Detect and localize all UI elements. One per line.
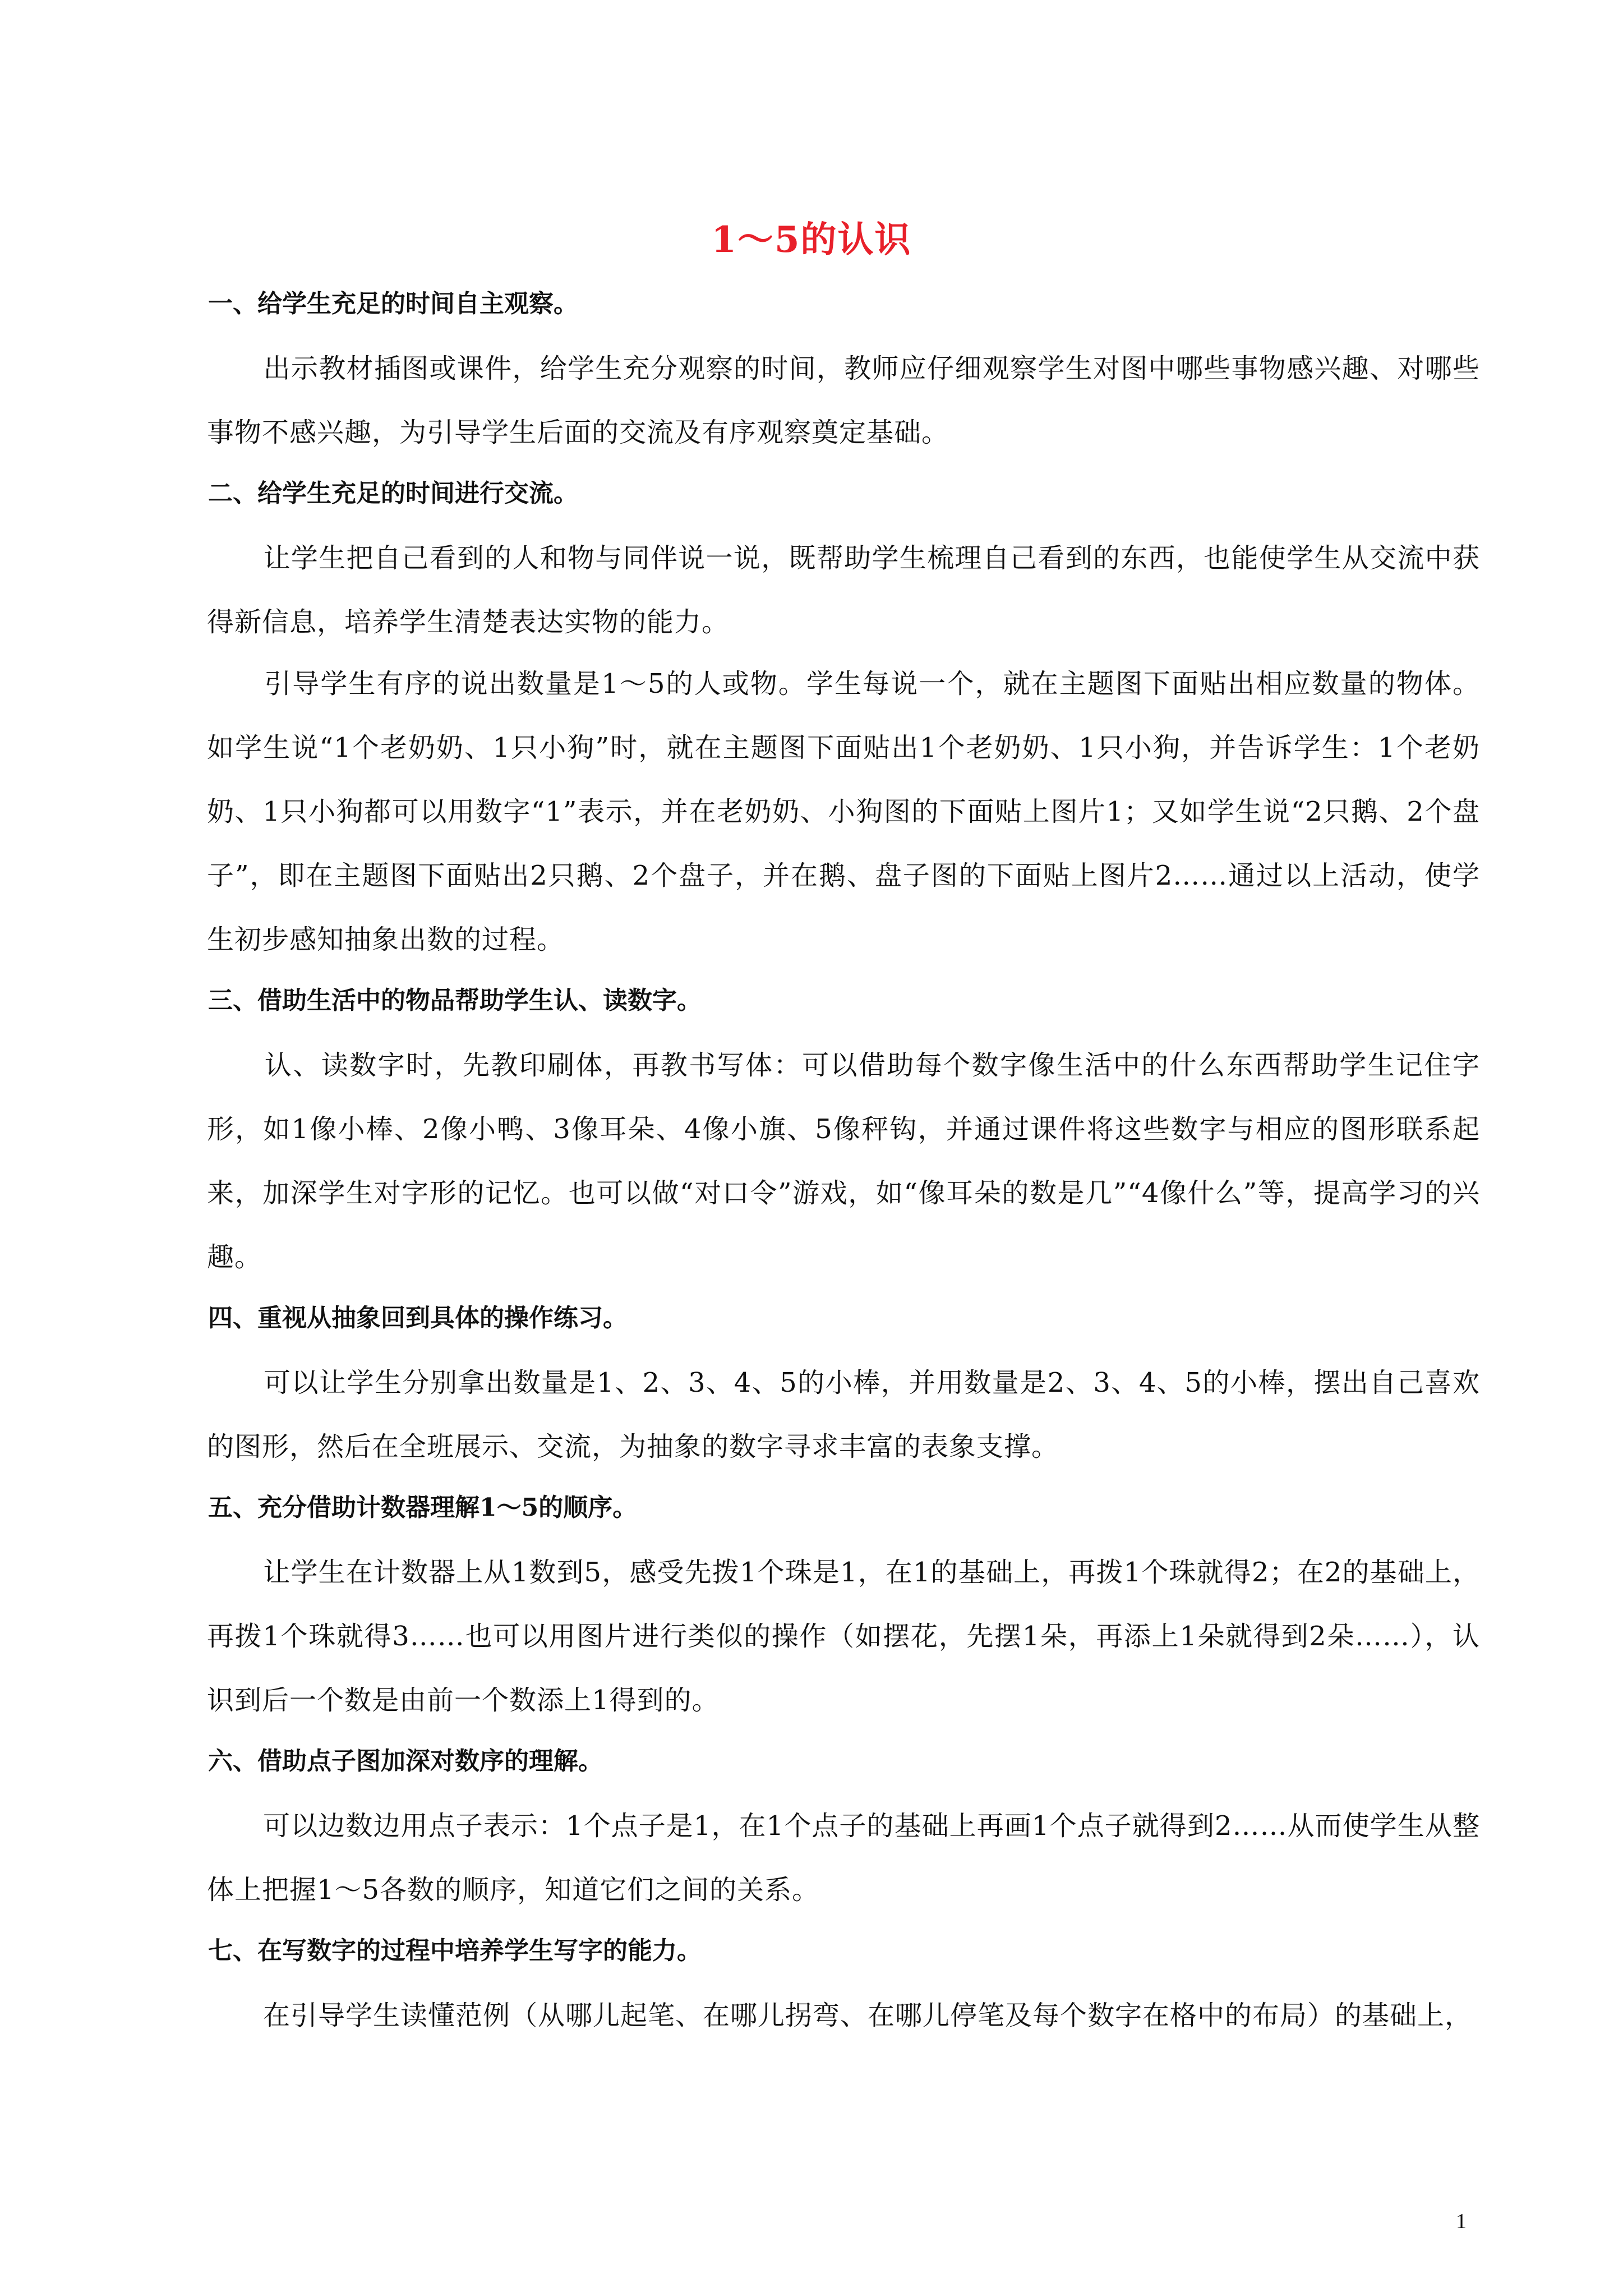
section-3-paragraph-1: 认、读数字时，先教印刷体，再教书写体：可以借助每个数字像生活中的什么东西帮助学生记住字形，如1像小棒、2像小鸭、3像耳朵、4像小旗、5像秤钩，并通过课件将这些数字与相应的图形联系起来，加深学生对字形的记忆。也可以做“对口令”游戏，如“像耳朵的数是几”“4像什么”等，提高学习的兴趣。 xyxy=(207,1050,1480,1273)
section-7-paragraph-1: 在引导学生读懂范例（从哪儿起笔、在哪儿拐弯、在哪儿停笔及每个数字在格中的布局）的基础上， xyxy=(263,2000,1473,2031)
page-title: 1～5的认识 xyxy=(711,219,912,261)
section-4-paragraph-1: 可以让学生分别拿出数量是1、2、3、4、5的小棒，并用数量是2、3、4、5的小棒，摆出自己喜欢的图形，然后在全班展示、交流，为抽象的数字寻求丰富的表象支撑。 xyxy=(207,1367,1480,1462)
section-heading-6: 六、借助点子图加深对数序的理解。 xyxy=(208,1747,603,1775)
document-body xyxy=(207,286,1480,2059)
section-2-paragraph-2: 引导学生有序的说出数量是1～5的人或物。学生每说一个，就在主题图下面贴出相应数量的物体。如学生说“1个老奶奶、1只小狗”时，就在主题图下面贴出1个老奶奶、1只小狗，并告诉学生：1个老奶奶、1只小狗都可以用数字“1”表示，并在老奶奶、小狗图的下面贴上图片1；又如学生说“2只鹅、2个盘子”，即在主题图下面贴出2只鹅、2个盘子，并在鹅、盘子图的下面贴上图片2……通过以上活动，使学生初步感知抽象出数的过程。 xyxy=(207,668,1480,955)
section-1-paragraph-1: 出示教材插图或课件，给学生充分观察的时间，教师应仔细观察学生对图中哪些事物感兴趣、对哪些事物不感兴趣，为引导学生后面的交流及有序观察奠定基础。 xyxy=(207,353,1480,448)
section-2-paragraph-1: 让学生把自己看到的人和物与同伴说一说，既帮助学生梳理自己看到的东西，也能使学生从交流中获得新信息，培养学生清楚表达实物的能力。 xyxy=(207,542,1480,638)
section-heading-1: 一、给学生充足的时间自主观察。 xyxy=(208,289,578,318)
section-heading-7: 七、在写数字的过程中培养学生写字的能力。 xyxy=(208,1936,702,1965)
section-heading-2: 二、给学生充足的时间进行交流。 xyxy=(208,479,578,508)
page-number: 1 xyxy=(1456,2210,1467,2233)
section-5-paragraph-1: 让学生在计数器上从1数到5，感受先拨1个珠是1，在1的基础上，再拨1个珠就得2；在2的基础上，再拨1个珠就得3……也可以用图片进行类似的操作（如摆花，先摆1朵，再添上1朵就得到2朵……），认识到后一个数是由前一个数添上1得到的。 xyxy=(207,1557,1480,1716)
section-heading-3: 三、借助生活中的物品帮助学生认、读数字。 xyxy=(208,986,702,1015)
section-6-paragraph-1: 可以边数边用点子表示：1个点子是1，在1个点子的基础上再画1个点子就得到2……从而使学生从整体上把握1～5各数的顺序，知道它们之间的关系。 xyxy=(207,1810,1480,1906)
section-heading-4: 四、重视从抽象回到具体的操作练习。 xyxy=(208,1304,628,1332)
section-heading-5: 五、充分借助计数器理解1～5的顺序。 xyxy=(208,1493,638,1522)
